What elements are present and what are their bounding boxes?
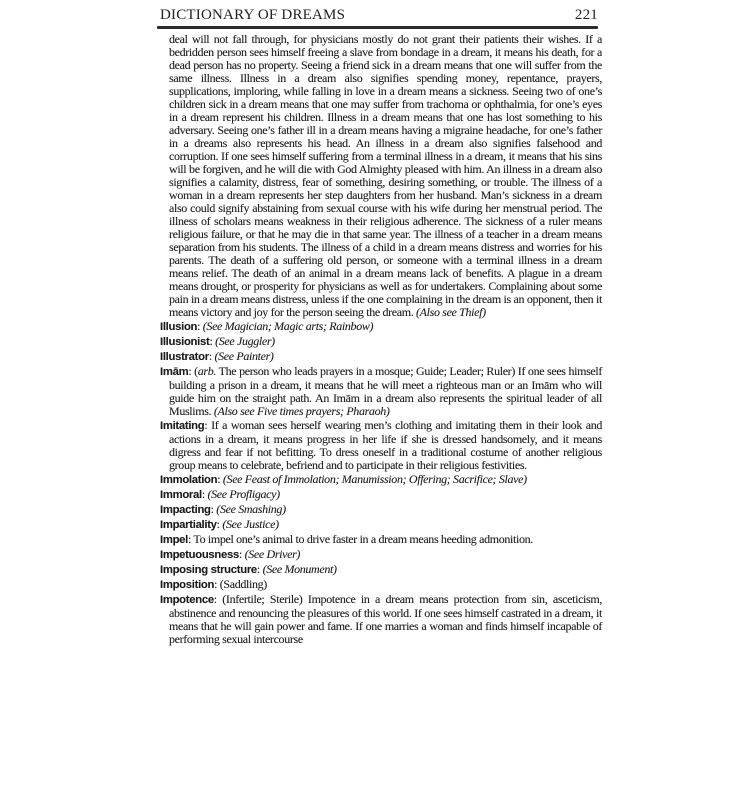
headword: Immolation	[160, 474, 218, 486]
entry-imitating	[160, 419, 602, 472]
entry-text: :	[210, 502, 217, 516]
entry-illusion	[160, 320, 602, 334]
entry-text: :	[256, 562, 263, 576]
entry-text: (See Monument)	[262, 562, 337, 576]
entry-text: : (Infertile; Sterile) Impotence in a dream means protection from sin, asceticism, abstinence and renouncing the pleasures of this world. If one sees himself castrated in a dream, it means that he will gain power and fame. If one marries a woman and finds himself incapable of performing sexual intercourse	[169, 592, 602, 646]
entry-imposition	[160, 578, 602, 592]
header-rule	[157, 26, 598, 29]
headword: Imām	[160, 366, 189, 378]
entry-text: : If a woman sees herself wearing men’s clothing and imitating them in their look and actions in a dream, it means progress in her life if she is dressed handsomely, and it means digress and fear if not befitting. To dress oneself in a traditional costume of another religious group means to celebrate, befriend and to participate in their religious festivities.	[169, 418, 602, 472]
entry-text: (See Juggler)	[215, 334, 275, 348]
entry-text: The person who leads prayers in a mosque; Guide; Leader; Ruler) If one sees himself building a prison in a dream, it means that he will meet a righteous man or an Imām who will guide him on the straight path. An Imām in a dream also represents the spiritual leader of all Muslims.	[169, 364, 602, 418]
entry-impacting	[160, 503, 602, 517]
entry-text: (Also see Thief)	[416, 305, 486, 319]
entry-text: :	[238, 547, 245, 561]
page-header	[160, 7, 598, 24]
entry-text: :	[208, 349, 215, 363]
entry-text: :	[217, 472, 223, 486]
entry-text: :	[201, 487, 208, 501]
entry-text: (See Profligacy)	[207, 487, 280, 501]
headword: Impartiality	[160, 519, 217, 531]
entry-impotence	[160, 593, 602, 646]
entry-text: :	[209, 334, 216, 348]
entry-text: :	[216, 517, 223, 531]
entry-imam	[160, 365, 602, 418]
entry-illusionist	[160, 335, 602, 349]
entry-text: (See Painter)	[214, 349, 274, 363]
entry-text: : (	[188, 364, 198, 378]
headword: Imposing structure	[160, 564, 257, 576]
entry-text: (See Feast of Immolation; Manumission; Offering; Sacrifice; Slave)	[222, 472, 527, 486]
headword: Imitating	[160, 420, 205, 432]
entry-text: deal will not fall through, for physicians mostly do not grant their patients their wishes. If a bedridden person sees himself freeing a slave from bondage in a dream, it means his death, for a dead person has no property. Seeing a friend sick in a dream means that one will suffer from the same illness. Illness in a dream also signifies spending money, repentance, prayers, supplications, imploring, while falling in love in a dream means a sickness. Seeing two of one’s children sick in a dream means that one may suffer from trachoma or ophthalmia, for one’s eyes in a dream represent his children. Illness in a dream means that one has lost something to his adversary. Seeing one’s father ill in a dream means having a migraine headache, for one’s father in a dreams also represents his head. An illness in a dream also signifies falsehood and corruption. If one sees himself suffering from a terminal illness in a dream, it means that his sins will be forgiven, and he will die with God Almighty pleased with him. An illness in a dream also signifies a calamity, distress, fear of something, desiring something, or trouble. The illness of a woman in a dream represents her step daughters from her husband. Man’s sickness in a dream also could signify abstaining from sexual course with his wife during her menstrual period. The illness of scholars means weakness in their religious adherence. The sickness of a ruler means religious failure, or that he may die in that same year. The illness of a teacher in a dream means separation from his students. The illness of a child in a dream means distress and worries for his parents. The death of a suffering old person, or someone with a terminal illness in a dream means relief. The death of an animal in a dream means lack of benefits. A plague in a dream means drought, or prosperity for physicians as well as for undertakers. Complaining about some pain in a dream means distress, unless if the one complaining in the dream is an opponent, then it means victory and joy for the person seeing the dream.	[169, 32, 602, 319]
headword: Imposition	[160, 579, 215, 591]
entry-impetuousness	[160, 548, 602, 562]
continued-paragraph	[160, 33, 602, 319]
entry-text: : (Saddling)	[214, 577, 267, 591]
headword: Impotence	[160, 594, 214, 606]
entry-text: (See Driver)	[244, 547, 301, 561]
dictionary-entries	[160, 33, 602, 646]
entry-text: (See Smashing)	[216, 502, 286, 516]
entry-immolation	[160, 473, 602, 487]
entry-impartiality	[160, 518, 602, 532]
headword: Impetuousness	[160, 549, 239, 561]
page-number: 221	[574, 7, 598, 23]
entry-text: :	[197, 319, 203, 333]
headword: Illusionist	[160, 336, 210, 348]
entry-text: (See Magician; Magic arts; Rainbow)	[202, 319, 374, 333]
headword: Impel	[160, 534, 189, 546]
entry-imposing-structure	[160, 563, 602, 577]
headword: Immoral	[160, 489, 202, 501]
headword: Illustrator	[160, 351, 209, 363]
running-title: DICTIONARY OF DREAMS	[160, 7, 346, 23]
entry-illustrator	[160, 350, 602, 364]
headword: Impacting	[160, 504, 211, 516]
entry-text: arb.	[197, 364, 217, 378]
entry-immoral	[160, 488, 602, 502]
entry-text: : To impel one’s animal to drive faster in a dream means heeding admonition.	[188, 532, 533, 546]
entry-impel	[160, 533, 602, 547]
headword: Illusion	[160, 321, 198, 333]
entry-text: (Also see Five times prayers; Pharaoh)	[213, 404, 390, 418]
entry-text: (See Justice)	[222, 517, 279, 531]
